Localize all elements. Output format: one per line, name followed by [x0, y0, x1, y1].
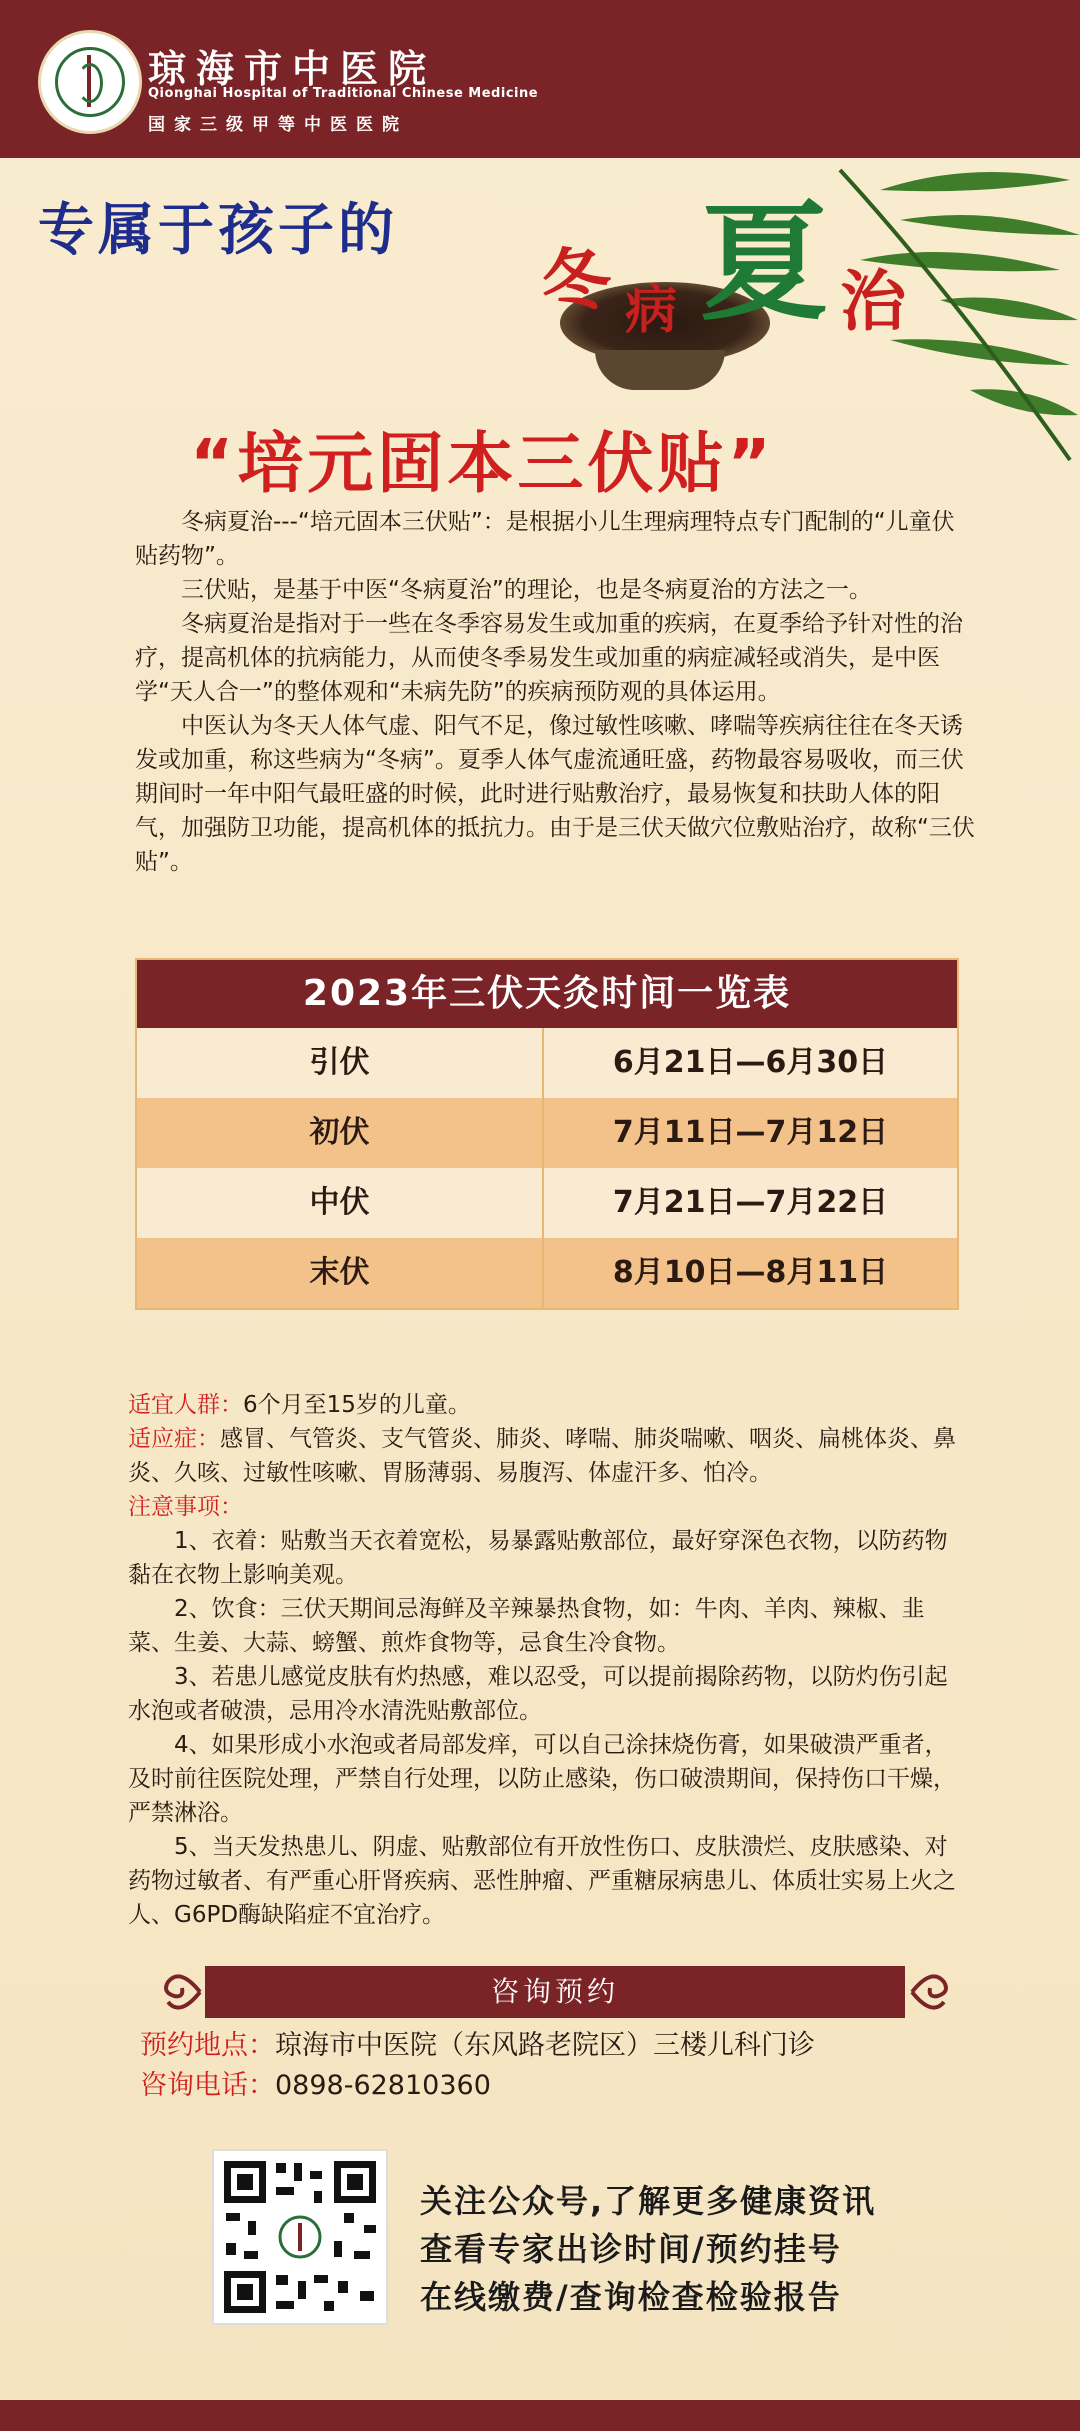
period-name: 引伏	[137, 1028, 544, 1098]
caution-item: 5、当天发热患儿、阴虚、贴敷部位有开放性伤口、皮肤溃烂、皮肤感染、对药物过敏者、有严重心肝肾疾病、恶性肿瘤、严重糖尿病患儿、体质壮实易上火之人、G6PD酶缺陷症不宜治疗。	[128, 1834, 956, 1928]
indication-label: 适应症：	[128, 1426, 220, 1452]
hospital-name-en: Qionghai Hospital of Traditional Chinese Medicine	[148, 86, 539, 101]
intro-paragraph: 三伏贴，是基于中医“冬病夏治”的理论，也是冬病夏治的方法之一。	[181, 577, 872, 603]
headline-line2: “培元固本三伏贴”	[190, 425, 775, 502]
location-label: 预约地点：	[140, 2030, 275, 2061]
ornament-left-icon	[160, 1962, 204, 2022]
table-row	[137, 1028, 957, 1098]
period-name: 末伏	[137, 1238, 544, 1308]
hospital-name: 琼海市中医院	[148, 47, 437, 91]
phone-label: 咨询电话：	[140, 2070, 275, 2101]
intro-paragraph: 冬病夏治是指对于一些在冬季容易发生或加重的疾病，在夏季给予针对性的治疗，提高机体的抗病能力，从而使冬季易发生或加重的病症减轻或消失，是中医学“天人合一”的整体观和“未病先防”的疾病预防观的具体运用。	[135, 611, 963, 705]
qr-caption-line: 查看专家出诊时间/预约挂号	[420, 2230, 842, 2268]
caution-label: 注意事项：	[128, 1494, 243, 1520]
consult-title-bar: 咨询预约	[205, 1966, 905, 2018]
period-name: 中伏	[137, 1168, 544, 1238]
suitable-text: 6个月至15岁的儿童。	[243, 1392, 471, 1418]
intro-text	[135, 505, 975, 879]
intro-paragraph: 中医认为冬天人体气虚、阳气不足，像过敏性咳嗽、哮喘等疾病往往在冬天诱发或加重，称这些病为“冬病”。夏季人体气虚流通旺盛，药物最容易吸收，而三伏期间时一年中阳气最旺盛的时候，此时进行贴敷治疗，最易恢复和扶助人体的阳气，加强防卫功能，提高机体的抵抗力。由于是三伏天做穴位敷贴治疗，故称“三伏贴”。	[135, 713, 975, 875]
caution-item: 2、饮食：三伏天期间忌海鲜及辛辣暴热食物，如：牛肉、羊肉、辣椒、韭菜、生姜、大蒜、螃蟹、煎炸食物等，忌食生冷食物。	[128, 1596, 925, 1656]
phone-value: 0898-62810360	[275, 2070, 491, 2101]
schedule-title: 2023年三伏天灸时间一览表	[137, 960, 957, 1028]
qr-caption-line: 关注公众号,了解更多健康资讯	[420, 2182, 877, 2220]
headline-line1: 专属于孩子的	[38, 198, 398, 263]
hospital-logo-icon	[38, 30, 142, 134]
period-dates: 6月21日—6月30日	[612, 1045, 889, 1080]
caution-item: 3、若患儿感觉皮肤有灼热感，难以忍受，可以提前揭除药物，以防灼伤引起水泡或者破溃，忌用冷水清洗贴敷部位。	[128, 1664, 948, 1724]
logo-snake	[77, 63, 103, 103]
caution-item: 4、如果形成小水泡或者局部发痒，可以自己涂抹烧伤膏，如果破溃严重者，及时前往医院处理，严禁自行处理，以防止感染，伤口破溃期间，保持伤口干燥，严禁淋浴。	[128, 1732, 956, 1826]
qr-caption	[420, 2177, 876, 2321]
art-char-xia: 夏	[700, 188, 829, 338]
indication-line	[128, 1422, 968, 1490]
herbal-bowl-base	[595, 350, 725, 390]
table-row	[137, 1168, 957, 1238]
art-char-bing: 病	[625, 280, 678, 341]
intro-paragraph: 冬病夏治---“培元固本三伏贴”：是根据小儿生理病理特点专门配制的“儿童伏贴药物”。	[135, 509, 955, 569]
ornament-right-icon	[908, 1962, 952, 2022]
art-char-dong: 冬	[535, 234, 617, 327]
header-bar	[0, 0, 1080, 158]
caution-item: 1、衣着：贴敷当天衣着宽松，易暴露贴敷部位，最好穿深色衣物，以防药物黏在衣物上影响美观。	[128, 1528, 948, 1588]
period-dates: 7月21日—7月22日	[612, 1185, 889, 1220]
qr-caption-line: 在线缴费/查询检查检验报告	[420, 2278, 842, 2316]
period-dates: 7月11日—7月12日	[612, 1115, 889, 1150]
suitable-label: 适宜人群：	[128, 1392, 243, 1418]
suitable-line	[128, 1388, 968, 1422]
phone-line	[140, 2066, 980, 2106]
footer-bar	[0, 2400, 1080, 2431]
qr-code-icon[interactable]	[212, 2149, 388, 2325]
indication-text: 感冒、气管炎、支气管炎、肺炎、哮喘、肺炎喘嗽、咽炎、扁桃体炎、鼻炎、久咳、过敏性咳嗽、胃肠薄弱、易腹泻、体虚汗多、怕冷。	[128, 1426, 956, 1486]
hospital-level: 国家三级甲等中医医院	[148, 115, 408, 135]
table-row	[137, 1238, 957, 1308]
location-value: 琼海市中医院（东风路老院区）三楼儿科门诊	[275, 2030, 815, 2061]
consult-info	[140, 2026, 980, 2106]
period-name: 初伏	[137, 1098, 544, 1168]
schedule-table	[135, 958, 959, 1310]
table-row	[137, 1098, 957, 1168]
period-dates: 8月10日—8月11日	[612, 1255, 889, 1290]
art-char-zhi: 治	[840, 262, 906, 340]
notes-section	[128, 1388, 968, 1932]
location-line	[140, 2026, 980, 2066]
